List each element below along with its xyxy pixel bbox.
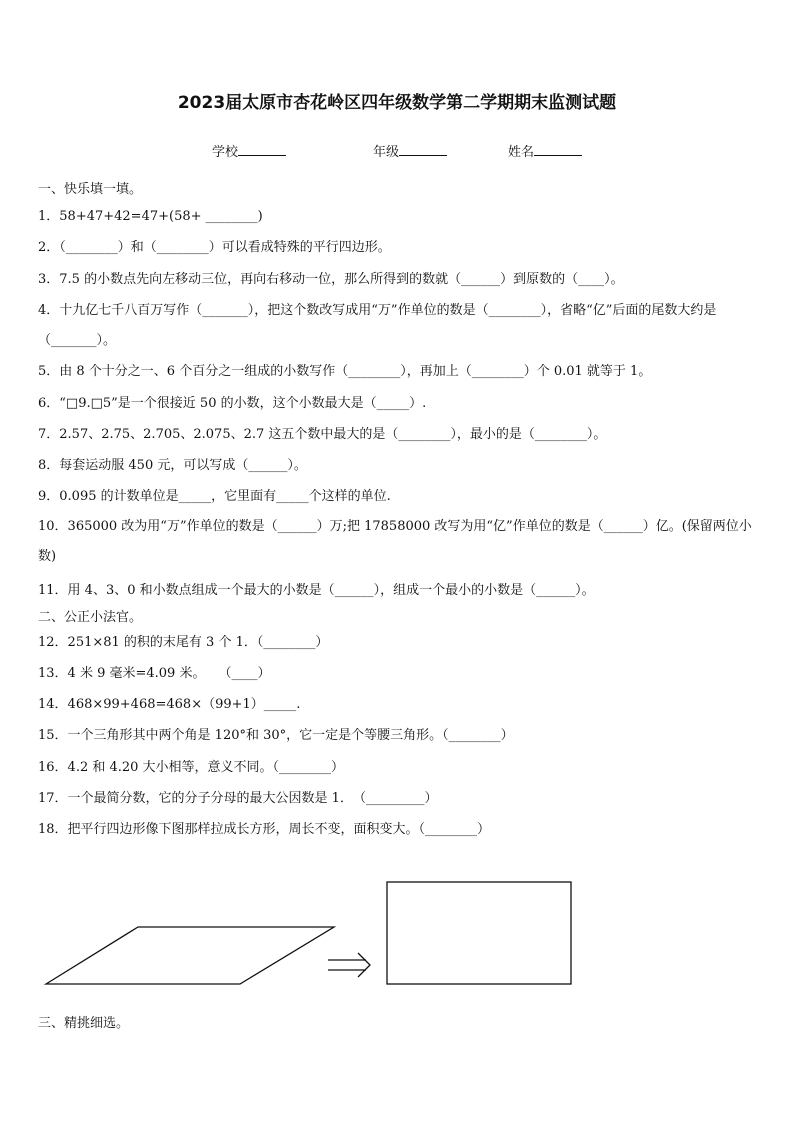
parallelogram-to-rectangle-figure	[0, 870, 794, 1000]
question-17: 17．一个最简分数，它的分子分母的最大公因数是 1． （_________）	[38, 791, 438, 806]
name-blank	[534, 143, 582, 156]
question-10: 10．365000 改为用“万”作单位的数是（______）万;把 17858000 改写为用“亿”作单位的数是（______）亿。(保留两位小数)	[38, 519, 752, 564]
question-8: 8．每套运动服 450 元，可以写成（______）。	[38, 458, 307, 473]
question-14: 14．468×99+468=468×（99+1）_____.	[38, 697, 301, 712]
question-9: 9．0.095 的计数单位是_____，它里面有_____个这样的单位.	[38, 489, 391, 504]
double-arrow-icon	[328, 953, 370, 977]
school-label: 学校	[212, 145, 239, 160]
question-6: 6．“□9.□5”是一个很接近 50 的小数，这个小数最大是（_____）.	[38, 396, 427, 411]
question-3: 3．7.5 的小数点先向左移动三位，再向右移动一位，那么所得到的数就（______）到原数的（____）。	[38, 272, 624, 287]
section-heading-fill: 一、快乐填一填。	[38, 182, 143, 197]
question-7: 7．2.57、2.75、2.705、2.075、2.7 这五个数中最大的是（________），最小的是（________）。	[38, 427, 607, 442]
name-field	[508, 141, 582, 160]
section-heading-judge: 二、公正小法官。	[38, 610, 143, 625]
name-label: 姓名	[508, 145, 535, 160]
grade-blank	[399, 143, 447, 156]
section-heading-choice: 三、精挑细选。	[38, 1016, 130, 1031]
question-4: 4．十九亿七千八百万写作（_______），把这个数改写成用“万”作单位的数是（________），省略“亿”后面的尾数大约是（_______）。	[38, 303, 717, 348]
question-16: 16．4.2 和 4.20 大小相等，意义不同。（________）	[38, 760, 345, 775]
question-2: 2．（________）和（________）可以看成特殊的平行四边形。	[38, 240, 391, 255]
question-5: 5．由 8 个十分之一、6 个百分之一组成的小数写作（________），再加上（________）个 0.01 就等于 1。	[38, 364, 652, 379]
question-15: 15．一个三角形其中两个角是 120°和 30°，它一定是个等腰三角形。（________）	[38, 728, 514, 743]
parallelogram-shape	[46, 927, 334, 984]
school-blank	[238, 143, 286, 156]
grade-field	[373, 141, 447, 160]
question-11: 11．用 4、3、0 和小数点组成一个最大的小数是（______），组成一个最小的小数是（______）。	[38, 583, 595, 598]
question-13: 13．4 米 9 毫米=4.09 米。 （____）	[38, 666, 271, 681]
rectangle-shape	[387, 882, 571, 984]
question-12: 12．251×81 的积的末尾有 3 个 1．（________）	[38, 635, 329, 650]
question-1: 1．58+47+42=47+(58+ ________)	[38, 209, 263, 224]
question-18: 18．把平行四边形像下图那样拉成长方形，周长不变，面积变大。（________）	[38, 822, 491, 837]
page-title: 2023届太原市杏花岭区四年级数学第二学期期末监测试题	[177, 93, 617, 113]
school-field	[212, 141, 286, 160]
grade-label: 年级	[373, 145, 400, 160]
